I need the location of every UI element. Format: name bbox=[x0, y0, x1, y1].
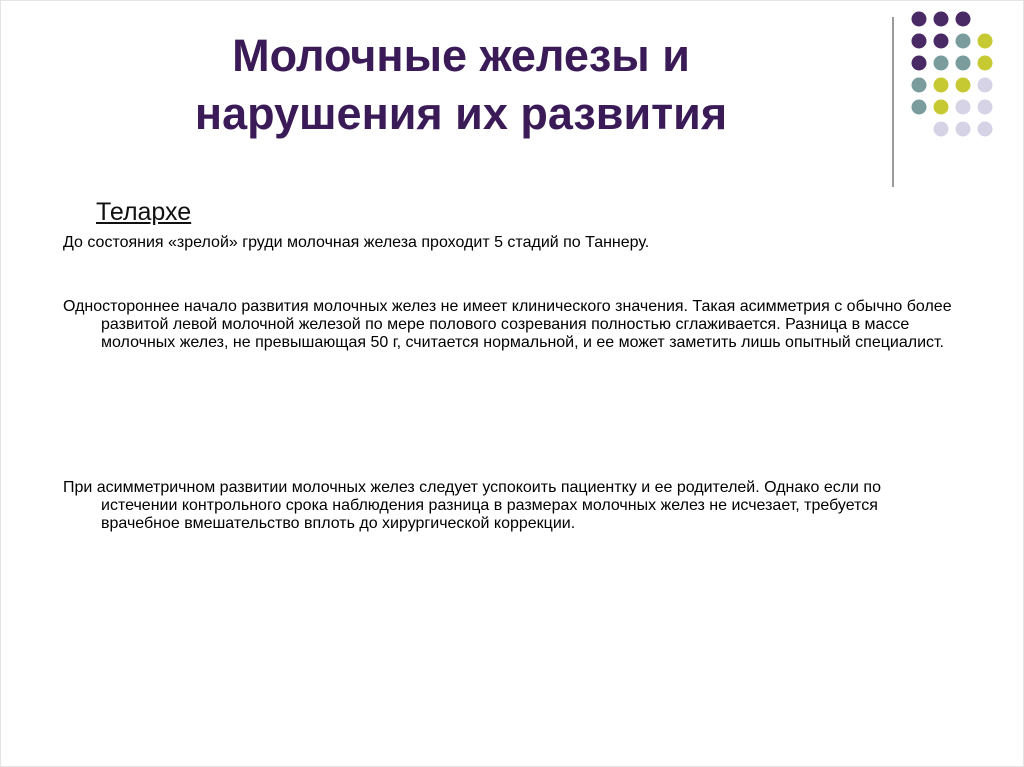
divider-line bbox=[892, 17, 894, 187]
decorative-dot bbox=[956, 12, 971, 27]
decorative-dot bbox=[934, 78, 949, 93]
decorative-dot bbox=[956, 34, 971, 49]
decorative-dot bbox=[978, 100, 993, 115]
paragraph-1: До состояния «зрелой» груди молочная железа проходит 5 стадий по Таннеру. bbox=[63, 234, 650, 251]
decorative-dot bbox=[978, 34, 993, 49]
slide-title bbox=[61, 27, 861, 143]
decorative-dot bbox=[912, 34, 927, 49]
decorative-dot bbox=[956, 56, 971, 71]
decorative-dot bbox=[934, 34, 949, 49]
decorative-dot bbox=[934, 122, 949, 137]
paragraph-3: При асимметричном развитии молочных желез следует успокоить пациентку и ее родителей. Однако если по истечении контрольного срока наблюдения разница в размерах молочных желез не исчезает, требуется врачебное вмешательство вплоть до хирургической коррекции. bbox=[63, 479, 881, 532]
decorative-dot bbox=[912, 100, 927, 115]
paragraph-2: Одностороннее начало развития молочных желез не имеет клинического значения. Такая асимметрия с обычно более развитой левой молочной железой по мере полового созревания полностью сглаживается. Разница в массе молочных желез, не превышающая 50 г, считается нормальной, и ее может заметить лишь опытный специалист. bbox=[63, 298, 952, 351]
title-line-1: Молочные железы и bbox=[232, 30, 690, 81]
title-line-2: нарушения их развития bbox=[194, 88, 728, 139]
decorative-dot bbox=[934, 100, 949, 115]
decorative-dot bbox=[934, 56, 949, 71]
decorative-dot bbox=[956, 78, 971, 93]
decorative-dot bbox=[912, 78, 927, 93]
decorative-dot bbox=[978, 78, 993, 93]
decorative-dot bbox=[956, 122, 971, 137]
decorative-dot bbox=[912, 56, 927, 71]
decorative-dot bbox=[912, 12, 927, 27]
decorative-dot bbox=[978, 56, 993, 71]
decorative-dot bbox=[956, 100, 971, 115]
subheading-telarche: Телархе bbox=[96, 198, 192, 226]
decorative-dot bbox=[934, 12, 949, 27]
decorative-dot bbox=[978, 122, 993, 137]
